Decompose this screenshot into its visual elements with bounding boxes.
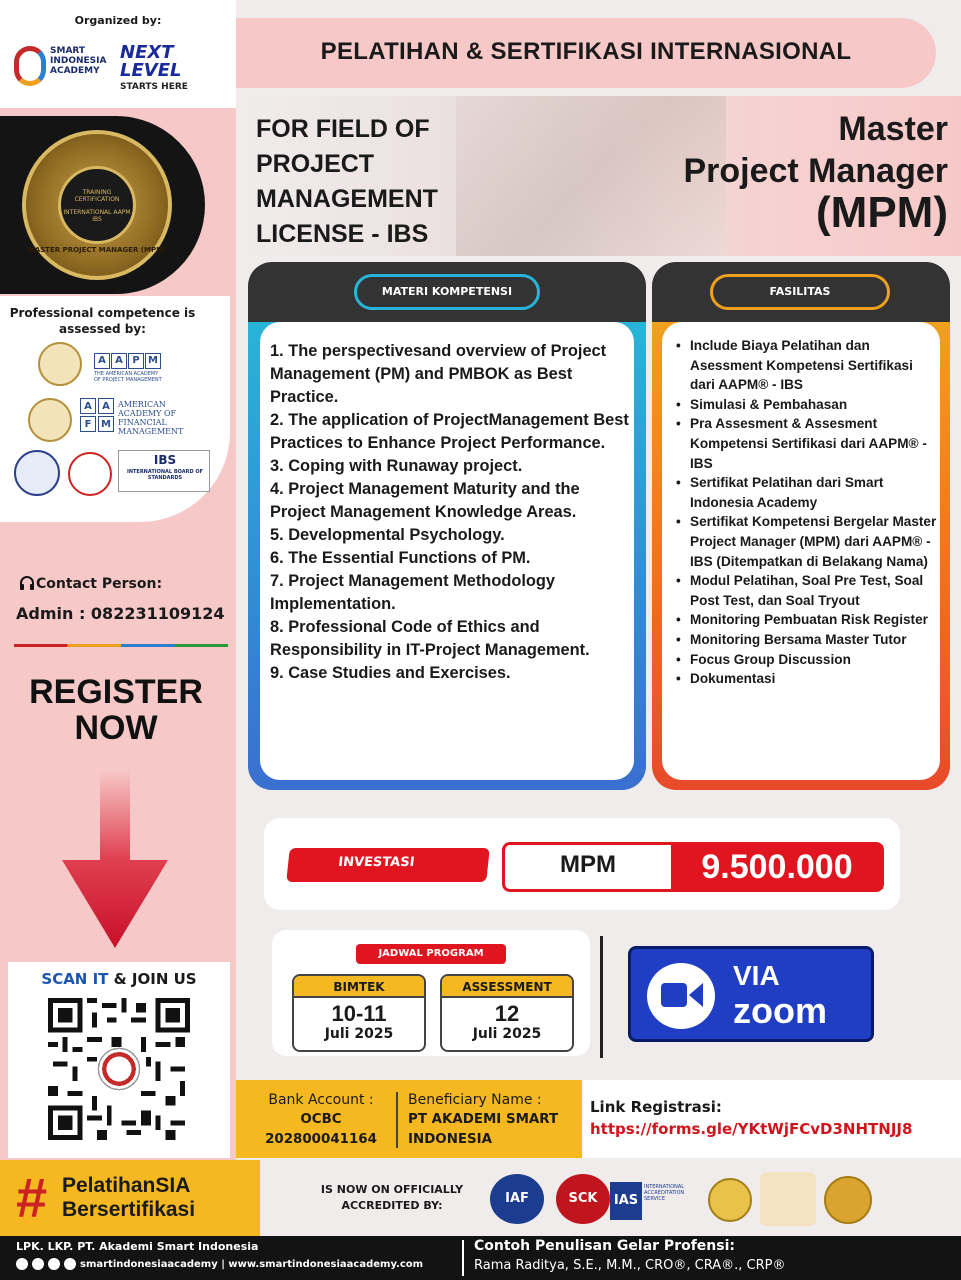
sck-logo [556, 1174, 610, 1224]
price-box [502, 842, 884, 892]
aafm-letter: A [80, 398, 96, 414]
eagle-crest-icon [760, 1172, 816, 1226]
schedule-day: 12 [494, 1001, 520, 1026]
schedule-assessment [440, 974, 574, 1052]
hashtag-strip [0, 1160, 260, 1236]
jadwal-panel [272, 930, 590, 1056]
iaf-logo-text: IAF [505, 1191, 529, 1206]
scan-join: & JOIN US [108, 970, 197, 988]
aafm-letters [80, 398, 116, 434]
contact-admin-phone[interactable]: Admin : 082231109124 [16, 604, 225, 623]
fasilitas-card [652, 262, 950, 790]
materi-title: MATERI KOMPETENSI [354, 274, 540, 310]
list-item: • Sertifikat Pelatihan dari Smart Indonesia Academy [676, 473, 938, 512]
list-item: • Sertifikat Kompetensi Bergelar Master Project Manager (MPM) dari AAPM® - IBS (Ditempatkan di Belakang Nama) [676, 512, 938, 571]
bank-divider [396, 1092, 398, 1148]
course-code: (MPM) [816, 188, 948, 237]
investasi-label: INVESTASI [286, 848, 490, 882]
eagle-seal-icon [14, 450, 60, 496]
aafm-letter: M [98, 416, 114, 432]
page-title: PELATIHAN & SERTIFIKASI INTERNASIONAL [320, 38, 852, 65]
list-item: 9. Case Studies and Exercises. [270, 664, 511, 682]
jadwal-label: JADWAL PROGRAM [356, 944, 506, 964]
hashtag-line2: Bersertifikasi [62, 1198, 196, 1221]
register-line1: REGISTER [29, 673, 203, 711]
scan-it: SCAN IT [41, 970, 109, 988]
sia-logo-text: SMART INDONESIA ACADEMY [50, 46, 107, 76]
headset-icon [20, 576, 34, 592]
footer-socials [16, 1258, 476, 1270]
aapm-letter: A [94, 353, 110, 369]
materi-list [270, 340, 630, 685]
gelar-example: Rama Raditya, S.E., M.M., CRO®, CRA®., CRP® [474, 1258, 786, 1273]
register-line2: NOW [74, 709, 158, 747]
bank-account-label: Bank Account : [268, 1092, 374, 1108]
zoom-via-text: VIA [733, 960, 780, 991]
contact-label: Contact Person: [36, 576, 163, 592]
schedule-head: ASSESSMENT [442, 976, 572, 998]
next-level-logo [120, 44, 216, 96]
gelar-label: Contoh Penulisan Gelar Profensi: [474, 1238, 735, 1254]
ias-logo [610, 1182, 694, 1220]
registration-link-panel [582, 1080, 961, 1158]
next-level-logo-text: NEXT LEVEL [120, 42, 182, 81]
list-item: • Pra Assesment & Assesment Kompetensi Sertifikasi dari AAPM® - IBS [676, 414, 938, 473]
footer-org-name: LPK. LKP. PT. Akademi Smart Indonesia [16, 1240, 259, 1253]
next-level-logo-sub: STARTS HERE [120, 82, 188, 92]
arrow-down-icon [60, 770, 170, 950]
list-item: 2. The application of ProjectManagement Best Practices to Enhance Project Performance. [270, 411, 629, 452]
certification-badge [22, 130, 172, 280]
list-item: 3. Coping with Runaway project. [270, 457, 523, 475]
fasilitas-list [676, 336, 938, 689]
ibs-logo-sub: INTERNATIONAL BOARD OF STANDARDS [126, 469, 204, 481]
materi-card [248, 262, 646, 790]
aapm-logo [94, 348, 166, 383]
ibs-logo-text: IBS [153, 453, 177, 467]
shield-seal-icon [68, 452, 112, 496]
aafm-logo [80, 398, 190, 438]
beneficiary-label: Beneficiary Name : [408, 1092, 542, 1108]
bank-account [254, 1090, 388, 1150]
smart-indonesia-academy-logo [14, 44, 107, 94]
aafm-letter: F [80, 416, 96, 432]
schedule-month: Juli 2025 [472, 1026, 542, 1042]
aafm-seal-icon [28, 398, 72, 442]
list-item: 4. Project Management Maturity and the Project Management Knowledge Areas. [270, 480, 580, 521]
schedule-month: Juli 2025 [324, 1026, 394, 1042]
gold-seal-icon [824, 1176, 872, 1224]
accreditation-bar [260, 1160, 961, 1236]
schedule-bimtek [292, 974, 426, 1052]
list-item: • Simulasi & Pembahasan [676, 395, 938, 415]
bank-info-strip [236, 1080, 582, 1158]
qr-code-icon[interactable] [48, 998, 190, 1140]
bank-account-number: 202800041164 [265, 1132, 377, 1147]
list-item: 8. Professional Code of Ethics and Responsibility in IT-Project Management. [270, 618, 590, 659]
fasilitas-content [662, 322, 940, 780]
price-code: MPM [560, 851, 616, 878]
list-item: • Monitoring Pembuatan Risk Register [676, 610, 938, 630]
aapm-letter: M [145, 353, 161, 369]
assessor-label: Professional competence is assessed by: [9, 306, 196, 336]
ias-logo-sub: INTERNATIONAL ACCREDITATION SERVICE [644, 1184, 685, 1202]
accreditation-text: IS NOW ON OFFICIALLY ACCREDITED BY: [320, 1183, 464, 1212]
list-item: • Include Biaya Pelatihan dan Asessment Kompetensi Sertifikasi dari AAPM® - IBS [676, 336, 938, 395]
badge-mid-text: INTERNATIONAL AAPM IBS [63, 209, 131, 223]
camera-icon [647, 963, 715, 1029]
camera-lens [689, 983, 703, 1007]
ibs-logo [118, 450, 210, 492]
organizer-label: Organized by: [74, 14, 162, 27]
scan-label [8, 970, 230, 988]
footer-socials-text[interactable]: smartindonesiaacademy | www.smartindonesiaacademy.com [80, 1259, 424, 1270]
web-icon[interactable] [64, 1258, 76, 1270]
sia-logo-mark [14, 46, 46, 86]
fasilitas-title: FASILITAS [710, 274, 890, 310]
iso-seal-icon [708, 1178, 752, 1222]
footer-divider [462, 1240, 464, 1276]
field-title: FOR FIELD OF PROJECT MANAGEMENT LICENSE - IBS [256, 115, 438, 248]
course-title [556, 108, 948, 237]
header-banner [236, 18, 936, 88]
hero-section [236, 96, 961, 256]
aapm-letter: P [128, 353, 144, 369]
via-zoom-button[interactable] [628, 946, 874, 1042]
beneficiary-name: PT AKADEMI SMART INDONESIA [408, 1112, 559, 1147]
aapm-seal-icon [38, 342, 82, 386]
scan-qr-panel [8, 962, 230, 1158]
badge-top-text: TRAINING CERTIFICATION [74, 189, 120, 203]
aapm-logo-sub: THE AMERICAN ACADEMY OF PROJECT MANAGEMENT [94, 371, 162, 383]
iaf-logo [490, 1174, 544, 1224]
zoom-name-text: zoom [733, 990, 827, 1031]
aafm-logo-text: AMERICAN ACADEMY OF FINANCIAL MANAGEMENT [118, 400, 184, 436]
materi-content [260, 322, 634, 780]
ias-logo-text: IAS [610, 1182, 642, 1220]
beneficiary [408, 1090, 578, 1150]
badge-label: MASTER PROJECT MANAGER (MPM) [27, 246, 167, 254]
vertical-divider [600, 936, 603, 1058]
footer-bar [0, 1236, 961, 1280]
hashtag-icon: # [16, 1166, 48, 1229]
sck-logo-text: SCK [568, 1191, 598, 1206]
camera-body [661, 983, 687, 1007]
investasi-panel [264, 818, 900, 910]
badge-center [58, 166, 136, 244]
bank-account-bank: OCBC [300, 1112, 342, 1127]
schedule-head: BIMTEK [294, 976, 424, 998]
registration-link[interactable]: https://forms.gle/YKtWjFCvD3NHTNJJ8 [590, 1120, 913, 1138]
list-item: • Monitoring Bersama Master Tutor [676, 630, 938, 650]
list-item: • Focus Group Discussion [676, 650, 938, 670]
course-title-line2: Project Manager [683, 152, 948, 190]
list-item: 7. Project Management Methodology Implementation. [270, 572, 556, 613]
hashtag-line1: PelatihanSIA [62, 1174, 191, 1197]
organizer-panel [0, 0, 236, 108]
course-title-line1: Master [838, 110, 948, 148]
youtube-icon[interactable] [48, 1258, 60, 1270]
list-item: 1. The perspectivesand overview of Project Management (PM) and PMBOK as Best Practice. [270, 342, 607, 406]
contact-divider [14, 644, 228, 647]
schedule-day: 10-11 [331, 1001, 387, 1026]
aapm-letter: A [111, 353, 127, 369]
list-item: 5. Developmental Psychology. [270, 526, 505, 544]
list-item: 6. The Essential Functions of PM. [270, 549, 531, 567]
list-item: • Modul Pelatihan, Soal Pre Test, Soal Post Test, dan Soal Tryout [676, 571, 938, 610]
facebook-icon[interactable] [32, 1258, 44, 1270]
registration-link-label: Link Registrasi: [590, 1098, 722, 1116]
price-value: 9.500.000 [671, 845, 883, 889]
list-item: • Dokumentasi [676, 669, 938, 689]
register-now-heading[interactable] [0, 674, 232, 746]
instagram-icon[interactable] [16, 1258, 28, 1270]
hashtag-text [62, 1174, 262, 1222]
aafm-letter: A [98, 398, 114, 414]
